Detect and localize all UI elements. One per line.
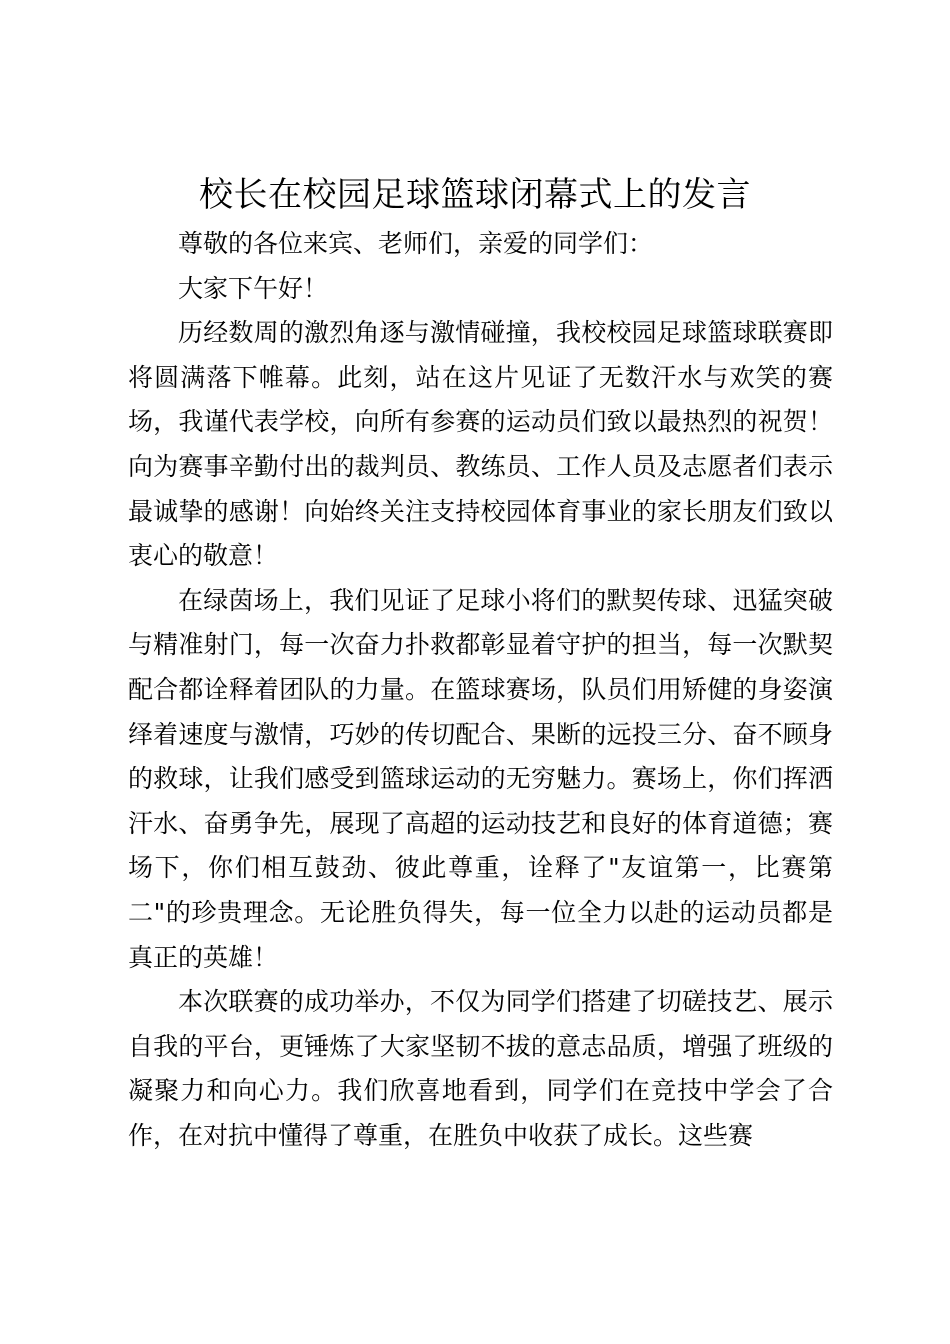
greeting-paragraph: 尊敬的各位来宾、老师们，亲爱的同学们： — [178, 229, 654, 258]
document-body — [128, 222, 833, 1158]
body-paragraph-2: 在绿茵场上，我们见证了足球小将们的默契传球、迅猛突破与精准射门，每一次奋力扑救都彰显着守护的担当，每一次默契配合都诠释着团队的力量。在篮球赛场，队员们用矫健的身姿演绎着速度与激情，巧妙的传切配合、果断的远投三分、奋不顾身的救球，让我们感受到篮球运动的无穷魅力。赛场上，你们挥洒汗水、奋勇争先，展现了高超的运动技艺和良好的体育道德；赛场下，你们相互鼓劲、彼此尊重，诠释了"友谊第一，比赛第二"的珍贵理念。无论胜负得失，每一位全力以赴的运动员都是真正的英雄！ — [128, 585, 833, 972]
document-title: 校长在校园足球篮球闭幕式上的发言 — [199, 175, 751, 215]
body-paragraph-1: 历经数周的激烈角逐与激情碰撞，我校校园足球篮球联赛即将圆满落下帷幕。此刻，站在这片见证了无数汗水与欢笑的赛场，我谨代表学校，向所有参赛的运动员们致以最热烈的祝贺！向为赛事辛勤付出的裁判员、教练员、工作人员及志愿者们表示最诚挚的感谢！向始终关注支持校园体育事业的家长朋友们致以衷心的敬意！ — [128, 318, 833, 571]
salutation-paragraph: 大家下午好！ — [178, 273, 329, 303]
body-paragraph-3: 本次联赛的成功举办，不仅为同学们搭建了切磋技艺、展示自我的平台，更锤炼了大家坚韧不拔的意志品质，增强了班级的凝聚力和向心力。我们欣喜地看到，同学们在竞技中学会了合作，在对抗中懂得了尊重，在胜负中收获了成长。这些赛 — [128, 987, 833, 1150]
